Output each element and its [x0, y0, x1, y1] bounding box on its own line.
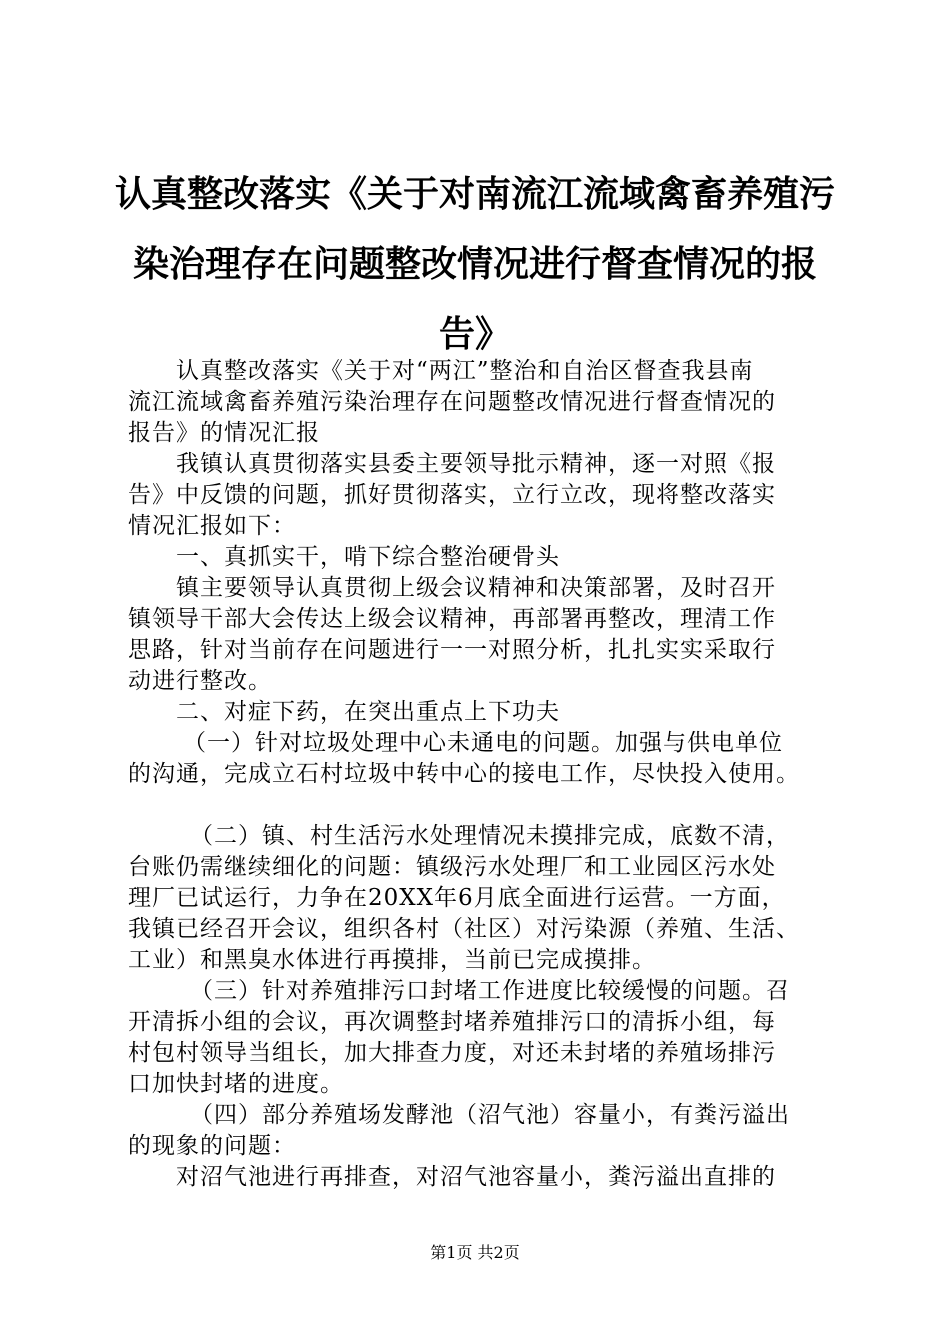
document-title — [110, 160, 840, 370]
body-line: 报告》的情况汇报 — [128, 420, 320, 446]
body-line: 我镇认真贯彻落实县委主要领导批示精神，逐一对照《报 — [176, 451, 776, 477]
body-line: 流江流域禽畜养殖污染治理存在问题整改情况进行督查情况的 — [128, 389, 776, 415]
body-line: （三）针对养殖排污口封堵工作进度比较缓慢的问题。召 — [190, 978, 790, 1004]
body-line: 我镇已经召开会议，组织各村（社区）对污染源（养殖、生活、 — [128, 916, 800, 942]
body-line: 的现象的问题： — [128, 1133, 296, 1159]
body-line: 思路，针对当前存在问题进行一一对照分析，扎扎实实采取行 — [128, 637, 776, 663]
title-line: 染治理存在问题整改情况进行督查情况的报 — [132, 244, 817, 285]
title-line: 告》 — [438, 314, 511, 355]
body-line: 台账仍需继续细化的问题：镇级污水处理厂和工业园区污水处 — [128, 854, 776, 880]
body-line: 镇领导干部大会传达上级会议精神，再部署再整改，理清工作 — [128, 606, 776, 632]
section-heading: 一、真抓实干，啃下综合整治硬骨头 — [176, 544, 560, 570]
title-line: 认真整改落实《关于对南流江流域禽畜养殖污 — [114, 174, 835, 215]
body-line: 对沼气池进行再排查，对沼气池容量小，粪污溢出直排的 — [176, 1164, 776, 1190]
body-line: 动进行整改。 — [128, 668, 272, 694]
body-line: （一）针对垃圾处理中心未通电的问题。加强与供电单位 — [183, 730, 783, 756]
body-line: 村包村领导当组长，加大排查力度，对还未封堵的养殖场排污 — [128, 1040, 776, 1066]
body-line: 情况汇报如下： — [128, 513, 296, 539]
document-body — [128, 356, 838, 1193]
page-footer: 第1页 共2页 — [430, 1243, 520, 1262]
body-line: 理厂已试运行，力争在20XX年6月底全面进行运营。一方面， — [128, 885, 786, 911]
body-line: 认真整改落实《关于对“两江”整治和自治区督查我县南 — [176, 358, 754, 384]
body-line: 告》中反馈的问题，抓好贯彻落实，立行立改，现将整改落实 — [128, 482, 776, 508]
body-line: （二）镇、村生活污水处理情况未摸排完成，底数不清， — [190, 823, 790, 849]
body-line: （四）部分养殖场发酵池（沼气池）容量小，有粪污溢出 — [190, 1102, 790, 1128]
body-line: 口加快封堵的进度。 — [128, 1071, 344, 1097]
blank-line — [128, 790, 838, 821]
section-heading: 二、对症下药，在突出重点上下功夫 — [176, 699, 560, 725]
body-line: 的沟通，完成立石村垃圾中转中心的接电工作，尽快投入使用。 — [128, 761, 800, 787]
body-line: 开清拆小组的会议，再次调整封堵养殖排污口的清拆小组，每 — [128, 1009, 776, 1035]
body-line: 工业）和黑臭水体进行再摸排，当前已完成摸排。 — [128, 947, 656, 973]
body-line: 镇主要领导认真贯彻上级会议精神和决策部署，及时召开 — [176, 575, 776, 601]
